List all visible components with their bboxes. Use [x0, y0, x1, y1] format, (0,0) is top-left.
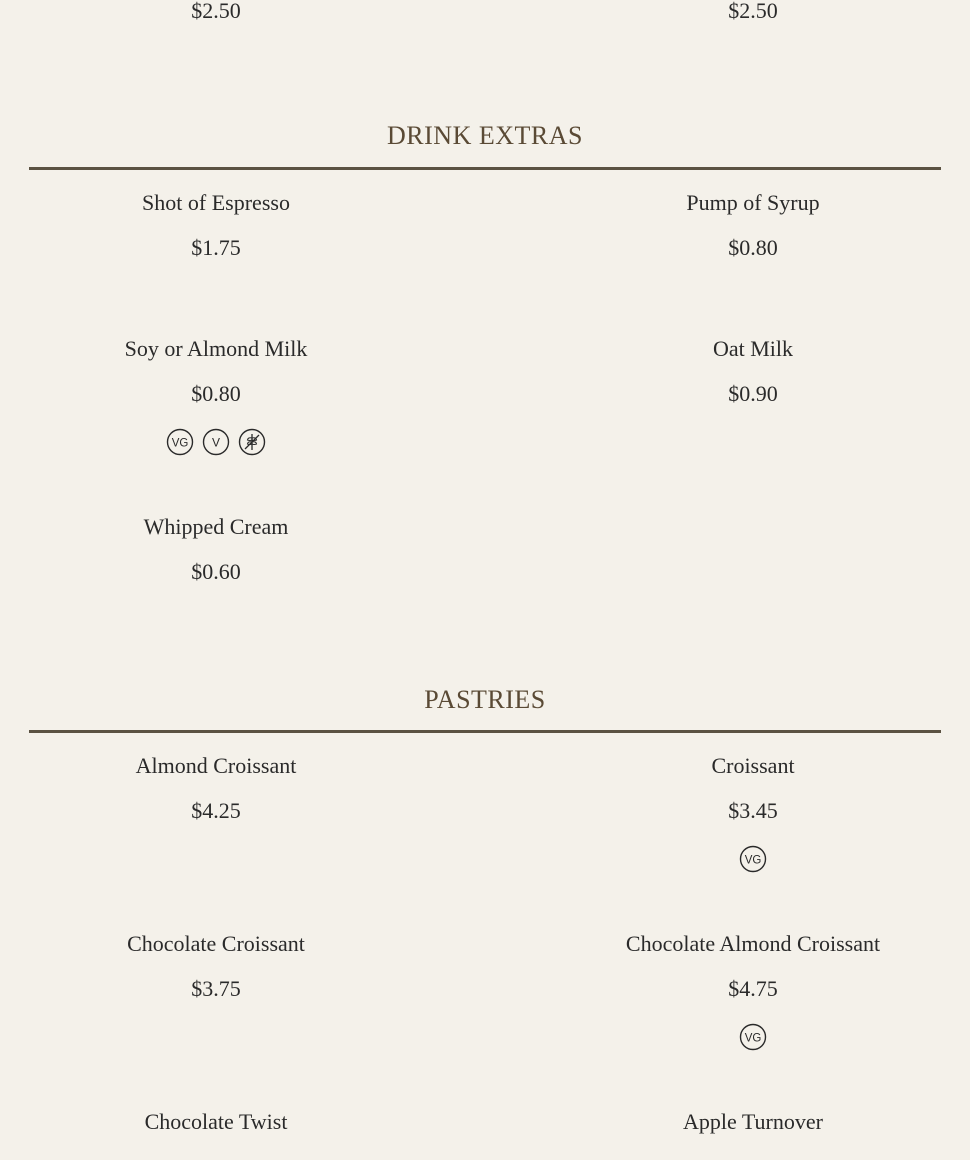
vegan-badge-label: V: [211, 435, 221, 450]
section-title-pastries: PASTRIES: [424, 685, 546, 714]
menu-item-price: $0.80: [728, 235, 778, 260]
menu-item-price: $0.90: [728, 381, 778, 406]
menu-item-name: Oat Milk: [712, 336, 794, 361]
menu-item-name: Soy or Almond Milk: [124, 336, 308, 361]
vegetarian-badge-label: VG: [744, 1032, 762, 1045]
vegetarian-icon: [739, 1023, 767, 1051]
menu-item-name: Chocolate Croissant: [127, 931, 305, 956]
menu-item-price: $4.25: [191, 798, 241, 823]
menu-item-price: $3.45: [728, 798, 778, 823]
menu-item-price: $2.50: [191, 0, 241, 23]
section-divider: [29, 167, 941, 170]
menu-item-name: Almond Croissant: [135, 753, 297, 778]
menu-item-name: Croissant: [711, 753, 795, 778]
vegan-icon: [202, 428, 230, 456]
vegetarian-badge-label: VG: [744, 854, 762, 867]
vegetarian-icon: [166, 428, 194, 456]
menu-item-price: $0.60: [191, 559, 241, 584]
menu-item-price: $4.75: [728, 976, 778, 1001]
menu-item-name: Shot of Espresso: [142, 190, 290, 215]
menu-item-name: Pump of Syrup: [686, 190, 820, 215]
menu-item-name: Whipped Cream: [143, 514, 289, 539]
vegetarian-icon: [739, 845, 767, 873]
dietary-badges: [166, 428, 266, 456]
menu-item-name: Chocolate Almond Croissant: [625, 931, 881, 956]
section-divider: [29, 730, 941, 733]
menu-item-price: $2.50: [728, 0, 778, 23]
vegetarian-badge-label: VG: [171, 437, 189, 450]
menu-item-price: $3.75: [191, 976, 241, 1001]
menu-item-name: Apple Turnover: [683, 1109, 823, 1134]
menu-item-name: Chocolate Twist: [144, 1109, 288, 1134]
menu-item-price: $1.75: [191, 235, 241, 260]
menu-item-price: $0.80: [191, 381, 241, 406]
gluten-free-icon: [238, 428, 266, 456]
section-title-drink-extras: DRINK EXTRAS: [387, 121, 583, 150]
dietary-badges: [739, 845, 767, 873]
dietary-badges: [739, 1023, 767, 1051]
